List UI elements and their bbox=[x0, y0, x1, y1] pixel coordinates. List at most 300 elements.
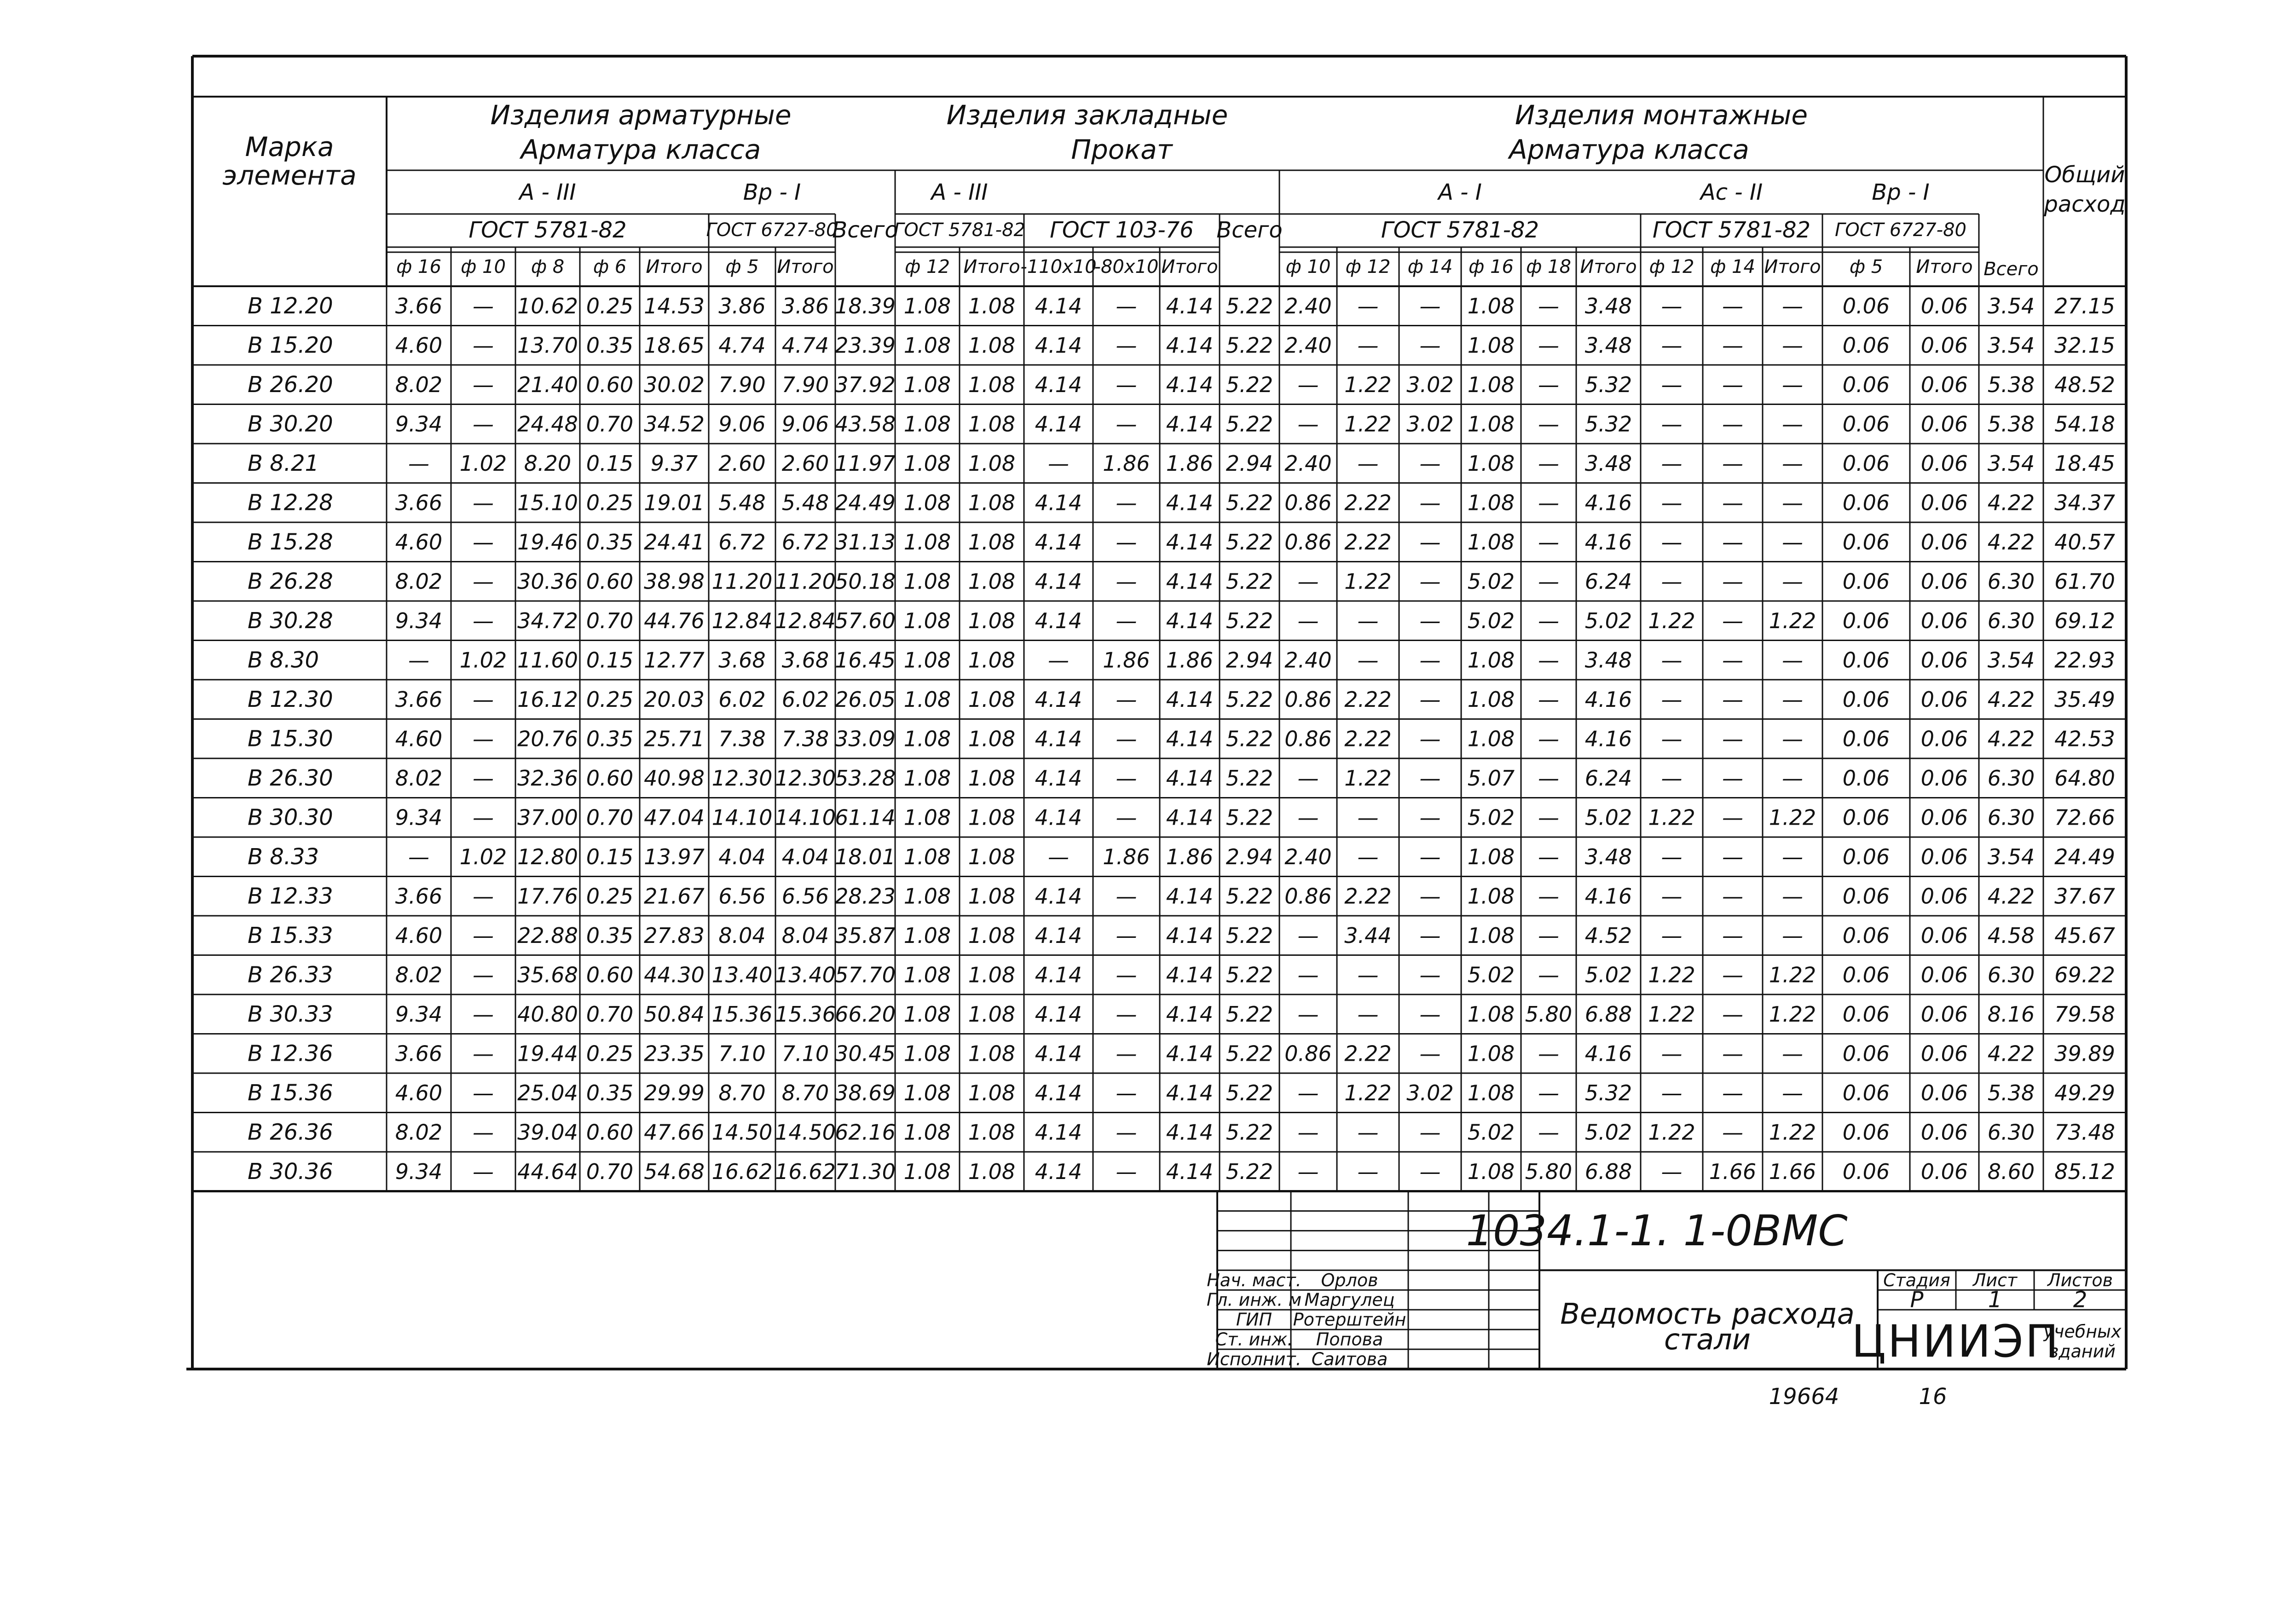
class-a3-header: А - III bbox=[931, 179, 988, 205]
row-cell: 2.60 bbox=[781, 451, 829, 476]
row-cell: 5.02 bbox=[1584, 1120, 1632, 1145]
row-cell: — bbox=[1661, 923, 1683, 948]
row-cell: 3.48 bbox=[1584, 293, 1632, 318]
row-mark: В 30.36 bbox=[248, 1158, 333, 1185]
row-cell: — bbox=[408, 844, 429, 869]
row-cell: — bbox=[1538, 372, 1559, 397]
sub-header: ф 8 bbox=[531, 256, 565, 277]
row-cell: 0.06 bbox=[1920, 647, 1968, 673]
row-cell: — bbox=[1722, 1080, 1743, 1105]
row-mark: В 30.28 bbox=[248, 607, 333, 634]
row-cell: 1.08 bbox=[968, 569, 1016, 594]
row-cell: 0.86 bbox=[1284, 490, 1332, 515]
row-cell: 4.14 bbox=[1035, 529, 1082, 555]
row-cell: — bbox=[1722, 372, 1743, 397]
row-cell: 0.06 bbox=[1920, 726, 1968, 751]
gost-label: ГОСТ 6727-80 bbox=[1835, 220, 1966, 241]
row-cell: — bbox=[473, 687, 494, 712]
document-code: 1034.1-1. 1-0ВМС bbox=[1466, 1206, 1848, 1255]
row-cell: — bbox=[1538, 647, 1559, 673]
row-cell: — bbox=[1538, 333, 1559, 358]
row-cell: — bbox=[1722, 805, 1743, 830]
row-cell: 5.22 bbox=[1226, 569, 1273, 594]
signature-name: Ротерштейн bbox=[1293, 1309, 1406, 1330]
row-cell: — bbox=[1722, 647, 1743, 673]
row-cell: 5.38 bbox=[1987, 1080, 2035, 1105]
row-cell: 1.22 bbox=[1769, 805, 1816, 830]
row-cell: — bbox=[1661, 765, 1683, 791]
row-cell: 18.65 bbox=[644, 333, 705, 358]
row-cell: — bbox=[1116, 805, 1137, 830]
row-cell: 0.25 bbox=[586, 490, 634, 515]
row-cell: 5.22 bbox=[1226, 805, 1273, 830]
row-cell: 1.08 bbox=[968, 333, 1016, 358]
row-cell: — bbox=[1722, 1041, 1743, 1066]
row-cell: 1.22 bbox=[1648, 805, 1695, 830]
row-cell: — bbox=[1419, 962, 1441, 988]
row-cell: — bbox=[473, 1080, 494, 1105]
row-cell: 9.06 bbox=[718, 411, 766, 437]
row-cell: 4.14 bbox=[1035, 687, 1082, 712]
row-cell: 11.20 bbox=[711, 569, 773, 594]
row-cell: 4.14 bbox=[1035, 411, 1082, 437]
row-cell: — bbox=[1782, 529, 1803, 555]
row-total: 32.15 bbox=[2054, 333, 2115, 358]
row-cell: — bbox=[1661, 569, 1683, 594]
row-cell: — bbox=[1419, 608, 1441, 633]
row-cell: 5.32 bbox=[1584, 411, 1632, 437]
row-cell: — bbox=[1661, 372, 1683, 397]
row-mark: В 15.36 bbox=[248, 1080, 333, 1106]
row-cell: 3.02 bbox=[1406, 411, 1454, 437]
row-cell: — bbox=[473, 490, 494, 515]
row-cell: 7.38 bbox=[718, 726, 766, 751]
row-cell: 1.08 bbox=[903, 451, 951, 476]
group-zaklad-header: Изделия закладные bbox=[946, 99, 1228, 131]
row-cell: 5.22 bbox=[1226, 1120, 1273, 1145]
row-cell: 5.22 bbox=[1226, 529, 1273, 555]
row-cell: 4.14 bbox=[1166, 372, 1214, 397]
row-cell: 0.06 bbox=[1842, 1120, 1890, 1145]
row-cell: 1.08 bbox=[1467, 372, 1515, 397]
row-cell: 3.48 bbox=[1584, 451, 1632, 476]
row-cell: — bbox=[1782, 451, 1803, 476]
row-cell: 6.02 bbox=[718, 687, 766, 712]
row-cell: 0.60 bbox=[586, 569, 634, 594]
row-cell: 33.09 bbox=[835, 726, 896, 751]
row-cell: 3.48 bbox=[1584, 333, 1632, 358]
row-cell: — bbox=[1782, 1041, 1803, 1066]
row-cell: 6.88 bbox=[1584, 1159, 1632, 1184]
gost-label: ГОСТ 103-76 bbox=[1050, 217, 1194, 243]
row-cell: 7.90 bbox=[781, 372, 829, 397]
row-cell: 4.14 bbox=[1035, 293, 1082, 318]
row-cell: — bbox=[1116, 529, 1137, 555]
stage-value: Р bbox=[1910, 1287, 1924, 1313]
row-cell: — bbox=[1419, 1120, 1441, 1145]
row-cell: 1.08 bbox=[1467, 1001, 1515, 1027]
row-mark: В 15.30 bbox=[248, 726, 333, 752]
row-cell: 38.69 bbox=[835, 1080, 896, 1105]
row-cell: 0.06 bbox=[1920, 569, 1968, 594]
row-cell: — bbox=[1419, 451, 1441, 476]
row-cell: — bbox=[1538, 490, 1559, 515]
row-cell: 24.48 bbox=[517, 411, 578, 437]
row-cell: — bbox=[1782, 411, 1803, 437]
sub-header: Итого bbox=[1916, 256, 1973, 277]
row-cell: 0.06 bbox=[1842, 1080, 1890, 1105]
group-montazh-header: Изделия монтажные bbox=[1515, 99, 1808, 131]
row-cell: — bbox=[1538, 1041, 1559, 1066]
row-cell: 4.22 bbox=[1987, 726, 2035, 751]
row-cell: 0.06 bbox=[1842, 923, 1890, 948]
row-cell: 0.70 bbox=[586, 411, 634, 437]
row-cell: 4.14 bbox=[1166, 293, 1214, 318]
row-cell: 1.08 bbox=[1467, 490, 1515, 515]
row-cell: 4.16 bbox=[1584, 529, 1632, 555]
row-cell: 1.08 bbox=[1467, 333, 1515, 358]
signature-role: Исполнит. bbox=[1207, 1349, 1301, 1370]
sheets-label: Листов bbox=[2047, 1270, 2113, 1290]
row-cell: — bbox=[1722, 884, 1743, 909]
row-cell: 1.08 bbox=[903, 687, 951, 712]
gost-label: ГОСТ 5781-82 bbox=[1381, 217, 1539, 243]
row-cell: 13.40 bbox=[711, 962, 773, 988]
row-cell: — bbox=[1661, 1159, 1683, 1184]
row-cell: 0.06 bbox=[1920, 293, 1968, 318]
row-cell: — bbox=[1297, 1080, 1319, 1105]
row-cell: 14.10 bbox=[775, 805, 836, 830]
row-cell: 0.06 bbox=[1842, 1159, 1890, 1184]
row-total: 79.58 bbox=[2054, 1001, 2115, 1027]
row-cell: 2.94 bbox=[1226, 647, 1273, 673]
row-cell: 1.08 bbox=[968, 1041, 1016, 1066]
row-cell: 1.08 bbox=[903, 765, 951, 791]
row-cell: 4.60 bbox=[395, 333, 443, 358]
row-cell: — bbox=[1419, 765, 1441, 791]
row-cell: 47.66 bbox=[644, 1120, 705, 1145]
row-total: 69.22 bbox=[2054, 962, 2115, 988]
row-cell: — bbox=[1538, 451, 1559, 476]
row-cell: 0.70 bbox=[586, 608, 634, 633]
row-cell: — bbox=[1722, 490, 1743, 515]
row-cell: 4.60 bbox=[395, 1080, 443, 1105]
row-cell: 40.80 bbox=[517, 1001, 578, 1027]
row-cell: — bbox=[1297, 1001, 1319, 1027]
row-cell: 13.97 bbox=[644, 844, 705, 869]
row-cell: — bbox=[1538, 962, 1559, 988]
row-cell: 0.06 bbox=[1842, 884, 1890, 909]
row-cell: — bbox=[1782, 884, 1803, 909]
row-cell: 50.84 bbox=[644, 1001, 705, 1027]
row-cell: 1.66 bbox=[1709, 1159, 1757, 1184]
row-cell: — bbox=[1116, 293, 1137, 318]
row-cell: — bbox=[1357, 608, 1379, 633]
row-cell: 0.06 bbox=[1920, 1120, 1968, 1145]
row-cell: 0.70 bbox=[586, 805, 634, 830]
organization-name: зданий bbox=[2049, 1341, 2116, 1362]
signature-name: Попова bbox=[1316, 1329, 1383, 1350]
row-total: 72.66 bbox=[2054, 805, 2115, 830]
row-cell: 5.22 bbox=[1226, 726, 1273, 751]
row-cell: 1.02 bbox=[459, 451, 507, 476]
row-mark: В 26.28 bbox=[248, 568, 333, 595]
row-cell: 3.54 bbox=[1987, 844, 2035, 869]
row-cell: 1.08 bbox=[1467, 687, 1515, 712]
organization-logo: ЦНИИЭП bbox=[1851, 1315, 2060, 1367]
row-cell: 9.37 bbox=[650, 451, 698, 476]
row-cell: 22.88 bbox=[517, 923, 578, 948]
row-cell: 1.08 bbox=[1467, 1159, 1515, 1184]
row-cell: 4.14 bbox=[1035, 608, 1082, 633]
row-cell: 6.56 bbox=[781, 884, 829, 909]
row-cell: — bbox=[1116, 411, 1137, 437]
row-cell: 2.22 bbox=[1344, 490, 1392, 515]
row-cell: — bbox=[473, 1041, 494, 1066]
row-cell: — bbox=[1116, 923, 1137, 948]
row-cell: 9.34 bbox=[395, 411, 443, 437]
row-mark: В 15.28 bbox=[248, 529, 333, 555]
row-total: 34.37 bbox=[2054, 490, 2115, 515]
row-cell: — bbox=[1538, 1120, 1559, 1145]
row-cell: — bbox=[1782, 569, 1803, 594]
sheet-label: Лист bbox=[1972, 1270, 2018, 1290]
row-mark: В 12.28 bbox=[248, 490, 333, 516]
row-cell: — bbox=[1722, 726, 1743, 751]
signature-role: ГИП bbox=[1236, 1309, 1272, 1330]
row-cell: — bbox=[1116, 1159, 1137, 1184]
row-cell: — bbox=[1419, 884, 1441, 909]
row-cell: 1.86 bbox=[1166, 451, 1214, 476]
row-cell: 1.08 bbox=[968, 608, 1016, 633]
row-cell: 14.53 bbox=[644, 293, 705, 318]
row-cell: — bbox=[1661, 333, 1683, 358]
sheet-value: 1 bbox=[1988, 1287, 2002, 1313]
row-cell: 8.60 bbox=[1987, 1159, 2035, 1184]
row-cell: — bbox=[1782, 726, 1803, 751]
row-cell: 1.22 bbox=[1769, 1001, 1816, 1027]
row-cell: — bbox=[1722, 1120, 1743, 1145]
row-cell: 4.60 bbox=[395, 923, 443, 948]
row-cell: — bbox=[1419, 726, 1441, 751]
row-mark: В 15.20 bbox=[248, 332, 333, 358]
row-cell: — bbox=[473, 765, 494, 791]
row-cell: — bbox=[473, 293, 494, 318]
row-cell: 4.16 bbox=[1584, 726, 1632, 751]
row-cell: 1.86 bbox=[1166, 647, 1214, 673]
row-cell: — bbox=[1661, 884, 1683, 909]
row-cell: 14.50 bbox=[711, 1120, 773, 1145]
row-cell: 4.14 bbox=[1166, 569, 1214, 594]
row-cell: — bbox=[1419, 569, 1441, 594]
row-cell: 0.35 bbox=[586, 529, 634, 555]
row-cell: 0.06 bbox=[1920, 844, 1968, 869]
row-cell: — bbox=[1116, 1001, 1137, 1027]
row-cell: 21.40 bbox=[517, 372, 578, 397]
row-cell: 1.08 bbox=[968, 1120, 1016, 1145]
row-cell: 4.14 bbox=[1166, 884, 1214, 909]
row-cell: 3.86 bbox=[718, 293, 766, 318]
row-cell: 6.02 bbox=[781, 687, 829, 712]
row-total: 49.29 bbox=[2054, 1080, 2115, 1105]
row-cell: 1.08 bbox=[903, 923, 951, 948]
row-total: 61.70 bbox=[2054, 569, 2115, 594]
sub-header: Итого bbox=[777, 256, 834, 277]
row-cell: 3.02 bbox=[1406, 1080, 1454, 1105]
row-cell: — bbox=[1538, 726, 1559, 751]
row-total: 35.49 bbox=[2054, 687, 2115, 712]
row-cell: — bbox=[1538, 293, 1559, 318]
row-cell: 2.60 bbox=[718, 451, 766, 476]
row-cell: 34.52 bbox=[644, 411, 705, 437]
sub-header: -80х10 bbox=[1094, 256, 1159, 277]
row-cell: 4.14 bbox=[1166, 529, 1214, 555]
row-cell: — bbox=[1722, 293, 1743, 318]
row-cell: — bbox=[1722, 569, 1743, 594]
row-cell: 57.60 bbox=[835, 608, 896, 633]
row-cell: 0.06 bbox=[1842, 608, 1890, 633]
row-cell: 2.22 bbox=[1344, 529, 1392, 555]
row-cell: 5.80 bbox=[1525, 1159, 1573, 1184]
row-cell: — bbox=[1357, 962, 1379, 988]
row-cell: — bbox=[1116, 333, 1137, 358]
row-cell: — bbox=[1116, 962, 1137, 988]
row-cell: 8.02 bbox=[395, 962, 443, 988]
row-cell: 1.08 bbox=[1467, 411, 1515, 437]
row-total: 45.67 bbox=[2054, 923, 2115, 948]
row-cell: 1.08 bbox=[903, 647, 951, 673]
gost-label: ГОСТ 5781-82 bbox=[1652, 217, 1811, 243]
row-cell: 53.28 bbox=[835, 765, 896, 791]
row-cell: 0.06 bbox=[1920, 1041, 1968, 1066]
row-cell: 16.45 bbox=[835, 647, 896, 673]
row-cell: 4.14 bbox=[1166, 1159, 1214, 1184]
row-cell: 12.84 bbox=[711, 608, 773, 633]
row-cell: — bbox=[1297, 962, 1319, 988]
row-cell: 0.06 bbox=[1920, 608, 1968, 633]
row-cell: 44.76 bbox=[644, 608, 705, 633]
row-cell: 4.60 bbox=[395, 726, 443, 751]
row-cell: 1.08 bbox=[903, 333, 951, 358]
row-cell: 28.23 bbox=[835, 884, 896, 909]
row-cell: 1.08 bbox=[968, 884, 1016, 909]
row-total: 85.12 bbox=[2054, 1159, 2115, 1184]
row-cell: 5.22 bbox=[1226, 884, 1273, 909]
row-cell: 37.00 bbox=[517, 805, 578, 830]
row-cell: 0.70 bbox=[586, 1159, 634, 1184]
row-cell: 0.06 bbox=[1920, 1080, 1968, 1105]
row-cell: — bbox=[1297, 411, 1319, 437]
row-cell: 8.16 bbox=[1987, 1001, 2035, 1027]
col-header-total: Общий расход bbox=[2044, 162, 2126, 217]
row-cell: 0.06 bbox=[1842, 1001, 1890, 1027]
row-cell: — bbox=[1722, 1001, 1743, 1027]
row-cell: 3.86 bbox=[781, 293, 829, 318]
row-cell: — bbox=[1116, 569, 1137, 594]
row-cell: 1.08 bbox=[903, 844, 951, 869]
row-cell: 4.22 bbox=[1987, 1041, 2035, 1066]
row-cell: 0.06 bbox=[1920, 1159, 1968, 1184]
row-cell: 1.86 bbox=[1166, 844, 1214, 869]
row-cell: — bbox=[1661, 647, 1683, 673]
row-cell: 0.60 bbox=[586, 1120, 634, 1145]
row-cell: 40.98 bbox=[644, 765, 705, 791]
row-cell: 2.40 bbox=[1284, 293, 1332, 318]
row-cell: 0.06 bbox=[1842, 372, 1890, 397]
row-cell: 4.14 bbox=[1035, 569, 1082, 594]
row-cell: 0.06 bbox=[1842, 333, 1890, 358]
row-cell: 1.08 bbox=[903, 490, 951, 515]
row-cell: — bbox=[1297, 765, 1319, 791]
row-cell: 1.08 bbox=[903, 884, 951, 909]
row-cell: 4.16 bbox=[1584, 490, 1632, 515]
row-cell: 54.68 bbox=[644, 1159, 705, 1184]
row-cell: 0.35 bbox=[586, 726, 634, 751]
row-mark: В 12.30 bbox=[248, 686, 333, 712]
row-mark: В 26.36 bbox=[248, 1119, 333, 1145]
row-total: 27.15 bbox=[2054, 293, 2115, 318]
row-cell: 20.03 bbox=[644, 687, 705, 712]
row-cell: 1.08 bbox=[968, 687, 1016, 712]
row-cell: 1.08 bbox=[968, 293, 1016, 318]
sub-header: Итого bbox=[1764, 256, 1821, 277]
row-cell: — bbox=[473, 726, 494, 751]
row-cell: 30.36 bbox=[517, 569, 578, 594]
row-cell: 4.14 bbox=[1166, 1001, 1214, 1027]
row-cell: 15.36 bbox=[775, 1001, 836, 1027]
row-cell: 3.48 bbox=[1584, 844, 1632, 869]
row-cell: 25.71 bbox=[644, 726, 705, 751]
row-cell: 0.06 bbox=[1920, 490, 1968, 515]
row-cell: 0.06 bbox=[1842, 490, 1890, 515]
row-cell: 1.22 bbox=[1344, 1080, 1392, 1105]
archive-number: 19664 bbox=[1769, 1384, 1839, 1410]
sub-header: ф 6 bbox=[593, 256, 627, 277]
row-cell: 4.14 bbox=[1035, 884, 1082, 909]
row-cell: 4.04 bbox=[781, 844, 829, 869]
row-cell: 0.35 bbox=[586, 1080, 634, 1105]
row-cell: 2.40 bbox=[1284, 333, 1332, 358]
row-cell: 3.48 bbox=[1584, 647, 1632, 673]
row-cell: 4.14 bbox=[1035, 1080, 1082, 1105]
row-cell: 5.80 bbox=[1525, 1001, 1573, 1027]
row-cell: 15.10 bbox=[517, 490, 578, 515]
sub-header: ф 5 bbox=[1849, 256, 1883, 277]
row-cell: 1.86 bbox=[1103, 647, 1150, 673]
row-cell: — bbox=[1419, 293, 1441, 318]
row-mark: В 8.30 bbox=[248, 647, 319, 673]
row-cell: 1.66 bbox=[1769, 1159, 1816, 1184]
row-cell: — bbox=[473, 608, 494, 633]
row-cell: — bbox=[473, 569, 494, 594]
row-cell: 6.30 bbox=[1987, 608, 2035, 633]
row-cell: — bbox=[1661, 726, 1683, 751]
row-cell: 9.34 bbox=[395, 1159, 443, 1184]
row-cell: 29.99 bbox=[644, 1080, 705, 1105]
organization-name: учебных bbox=[2043, 1321, 2122, 1342]
row-cell: 1.08 bbox=[968, 962, 1016, 988]
row-cell: 6.72 bbox=[718, 529, 766, 555]
row-cell: 5.07 bbox=[1467, 765, 1515, 791]
row-cell: 5.22 bbox=[1226, 1159, 1273, 1184]
row-cell: 5.48 bbox=[781, 490, 829, 515]
row-cell: 50.18 bbox=[835, 569, 896, 594]
row-cell: 23.39 bbox=[835, 333, 896, 358]
row-cell: 4.14 bbox=[1166, 490, 1214, 515]
vsego-header: Всего bbox=[1216, 217, 1283, 243]
row-cell: 4.14 bbox=[1166, 923, 1214, 948]
row-cell: 13.70 bbox=[517, 333, 578, 358]
